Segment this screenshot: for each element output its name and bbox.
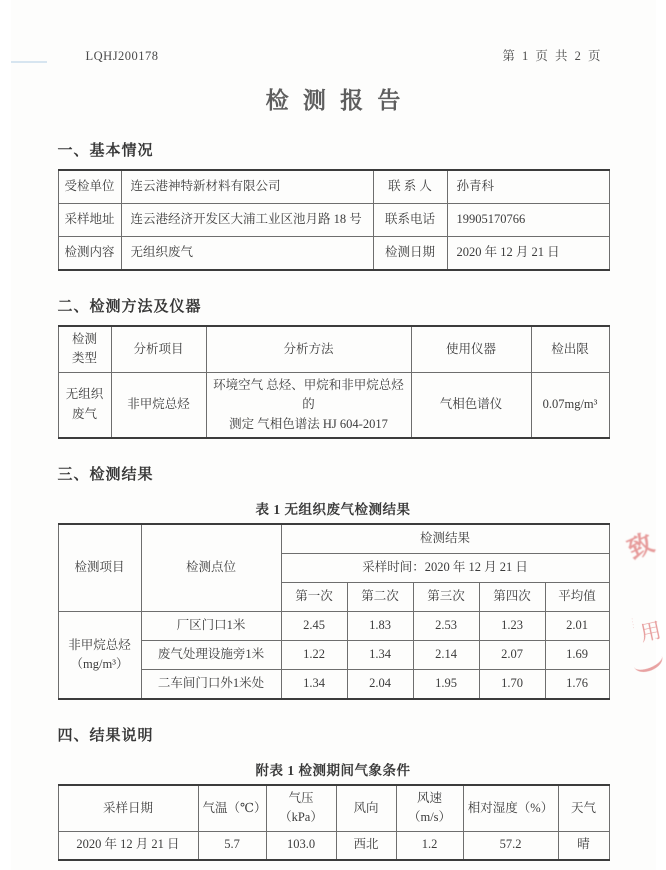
- table-header-row: [58, 524, 609, 554]
- results-table-caption: 表 1 无组织废气检测结果: [255, 501, 411, 517]
- weather-table: [58, 784, 610, 861]
- point-cell: 废气处理设施旁1米: [141, 640, 281, 669]
- table-header-row: [58, 785, 609, 831]
- column-header: 分析项目: [111, 326, 206, 372]
- section-heading-methods: 二、检测方法及仪器: [57, 299, 202, 315]
- table-cell: 1.2: [396, 831, 463, 860]
- document-header: [58, 46, 609, 64]
- table-cell-value: 连云港经济开发区大浦工业区池月路 18 号: [121, 204, 373, 237]
- table-cell-label: 联系电话: [373, 204, 447, 237]
- column-header: 检测点位: [141, 524, 281, 612]
- value-cell: 1.34: [281, 669, 347, 699]
- column-header: 第三次: [413, 582, 479, 611]
- value-cell: 2.07: [479, 640, 545, 669]
- table-cell-value: 19905170766: [447, 204, 609, 237]
- section-heading-results: 三、检测结果: [57, 466, 154, 483]
- methods-table: [58, 325, 610, 439]
- value-cell: 1.95: [413, 669, 479, 699]
- column-header: 气温（℃）: [198, 785, 266, 831]
- table-cell: 气相色谱仪: [411, 372, 531, 438]
- column-header: 第一次: [281, 582, 347, 611]
- table-cell: 西北: [336, 831, 396, 860]
- value-cell: 2.01: [545, 611, 609, 640]
- sampling-time-header: 采样时间：2020 年 12 月 21 日: [281, 553, 609, 582]
- table-cell-label: 检测内容: [58, 237, 121, 271]
- table-row: [58, 611, 609, 640]
- stamp-fragment-icon: 致: [623, 530, 656, 565]
- table-cell: 晴: [558, 831, 609, 860]
- table-cell-label: 采样地址: [58, 204, 121, 237]
- column-header: 采样日期: [58, 785, 198, 831]
- value-cell: 1.69: [545, 640, 609, 669]
- value-cell: 1.23: [479, 611, 545, 640]
- stamp-fragment-char-icon: 用: [637, 618, 663, 646]
- point-cell: 厂区门口1米: [141, 611, 281, 640]
- value-cell: 2.53: [413, 611, 479, 640]
- item-cell: 非甲烷总烃 （mg/m³）: [58, 611, 141, 699]
- table-cell: 环境空气 总烃、甲烷和非甲烷总烃的 测定 气相色谱法 HJ 604-2017: [206, 372, 411, 438]
- value-cell: 2.14: [413, 640, 479, 669]
- value-cell: 1.70: [479, 669, 545, 699]
- table-row: [58, 640, 609, 669]
- table-row: [58, 237, 609, 271]
- column-header: 平均值: [545, 582, 609, 611]
- report-page: [11, 0, 663, 870]
- table-cell-label: 检测日期: [373, 237, 447, 271]
- table-row: [58, 669, 609, 699]
- table-cell: 2020 年 12 月 21 日: [58, 831, 198, 860]
- basic-info-table: [58, 169, 610, 271]
- column-header: 风速（m/s）: [396, 785, 463, 831]
- section-heading-remarks: 四、结果说明: [57, 727, 154, 744]
- column-header: 天气: [558, 785, 609, 831]
- table-row: [58, 831, 609, 860]
- scan-artifact-line: [11, 61, 47, 63]
- value-cell: 1.83: [347, 611, 413, 640]
- column-header: 检测 类型: [58, 326, 111, 372]
- table-row: [58, 170, 609, 204]
- value-cell: 1.34: [347, 640, 413, 669]
- column-header: 相对湿度（%）: [463, 785, 558, 831]
- table-cell: 103.0: [266, 831, 336, 860]
- table-cell: 0.07mg/m³: [531, 372, 609, 438]
- table-cell-value: 2020 年 12 月 21 日: [447, 237, 609, 271]
- column-header: 第四次: [479, 582, 545, 611]
- table-cell: 非甲烷总烃: [111, 372, 206, 438]
- value-cell: 2.04: [347, 669, 413, 699]
- table-cell-label: 联 系 人: [373, 170, 447, 204]
- value-cell: 1.22: [281, 640, 347, 669]
- value-cell: 2.45: [281, 611, 347, 640]
- results-table: [58, 523, 610, 700]
- weather-table-caption: 附表 1 检测期间气象条件: [255, 762, 411, 778]
- column-header: 第二次: [347, 582, 413, 611]
- value-cell: 1.76: [545, 669, 609, 699]
- table-cell-value: 连云港神特新材料有限公司: [121, 170, 373, 204]
- table-cell-value: 孙青科: [447, 170, 609, 204]
- table-header-row: [58, 326, 609, 372]
- column-header-group: 检测结果: [281, 524, 609, 554]
- table-row: [58, 204, 609, 237]
- column-header: 分析方法: [206, 326, 411, 372]
- column-header: 检测项目: [58, 524, 141, 612]
- column-header: 风向: [336, 785, 396, 831]
- table-cell-value: 无组织废气: [121, 237, 373, 271]
- column-header: 气压（kPa）: [266, 785, 336, 831]
- document-title: 检测报告: [265, 88, 415, 113]
- table-cell: 5.7: [198, 831, 266, 860]
- column-header: 使用仪器: [411, 326, 531, 372]
- section-heading-basic-info: 一、基本情况: [57, 143, 154, 159]
- column-header: 检出限: [531, 326, 609, 372]
- page-indicator: 第 1 页 共 2 页: [502, 49, 603, 63]
- table-row: [58, 372, 609, 438]
- table-cell: 无组织 废气: [58, 372, 111, 438]
- stamp-fragment-dots-icon: ····: [627, 617, 636, 631]
- report-number: LQHJ200178: [85, 49, 159, 63]
- point-cell: 二车间门口外1米处: [141, 669, 281, 699]
- table-cell-label: 受检单位: [58, 170, 121, 204]
- table-cell: 57.2: [463, 831, 558, 860]
